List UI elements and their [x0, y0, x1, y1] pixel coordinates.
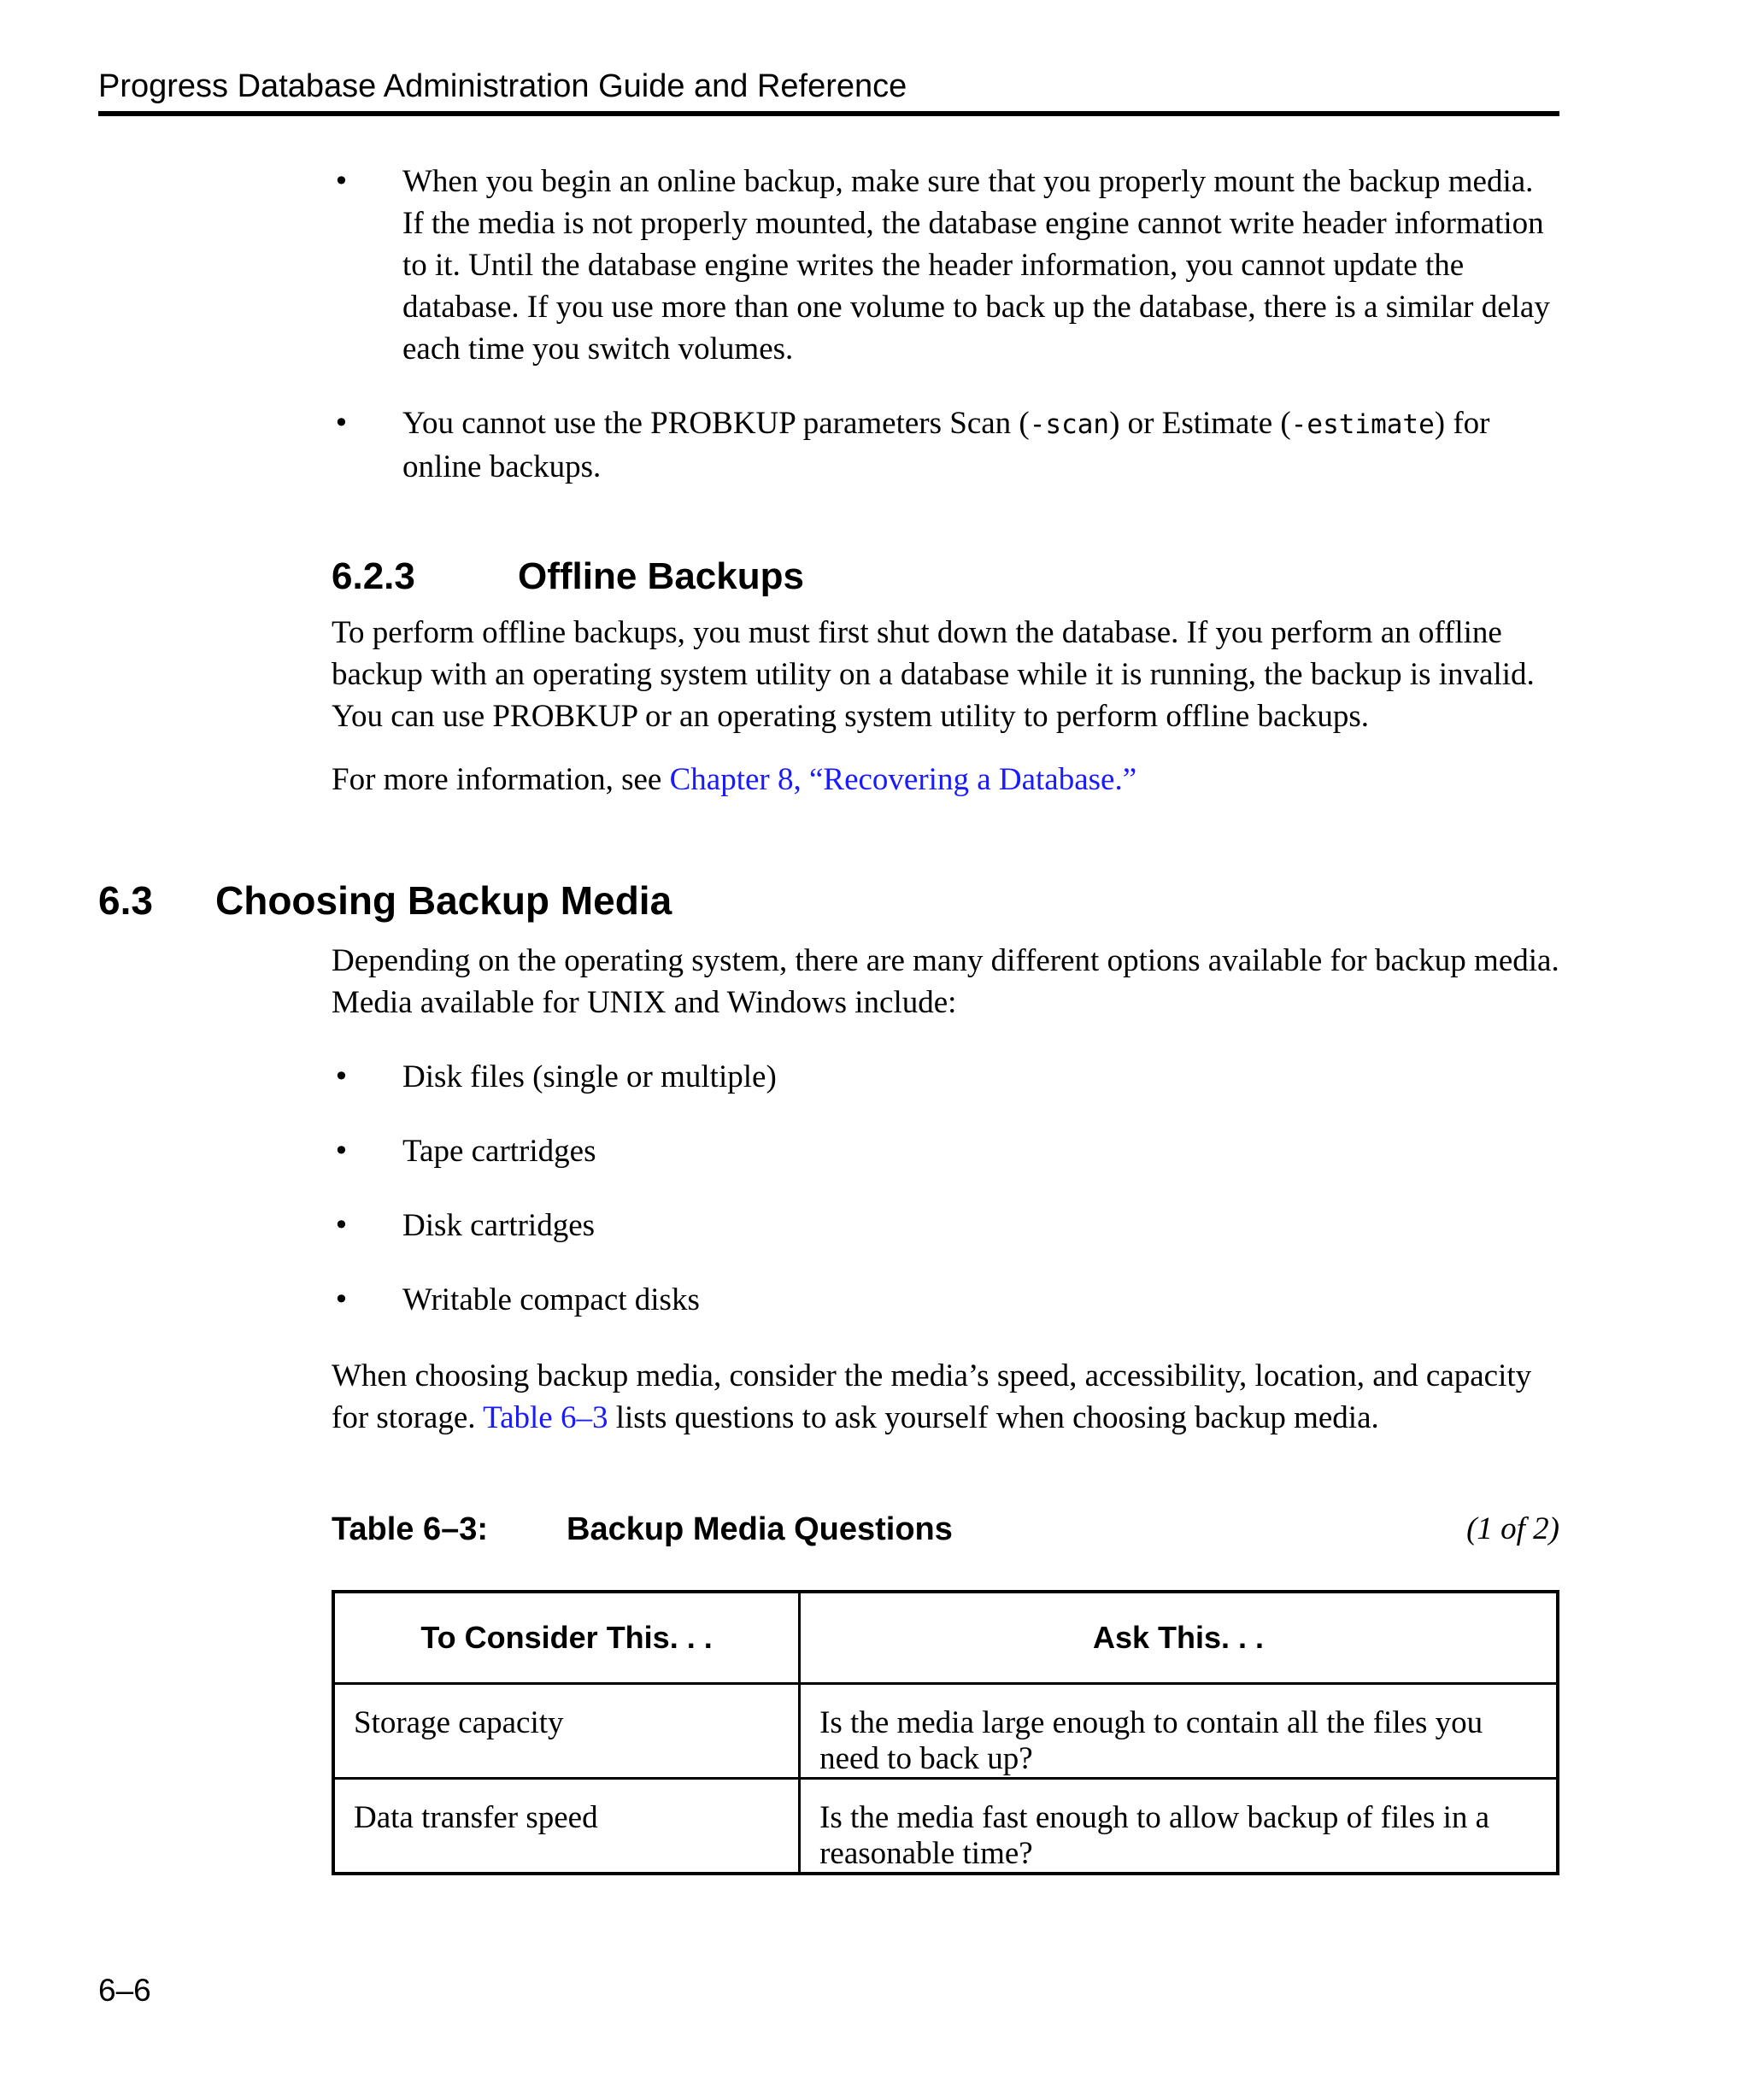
bullet-text-before: You cannot use the PROBKUP parameters Scan ( [402, 406, 1030, 441]
table-row [333, 1779, 1558, 1874]
consider-suffix: lists questions to ask yourself when choosing backup media. [608, 1400, 1379, 1435]
bullet-icon: • [333, 1283, 349, 1316]
code-estimate: -estimate [1290, 409, 1435, 440]
more-info-paragraph [332, 759, 1562, 801]
page-header [98, 67, 1559, 116]
chapter-8-link[interactable]: Chapter 8, “Recovering a Database.” [669, 762, 1137, 797]
media-item-text: Disk cartridges [402, 1208, 596, 1243]
consider-paragraph [332, 1355, 1562, 1439]
section-title: Choosing Backup Media [215, 878, 672, 923]
bullet-text: When you begin an online backup, make sure that you properly mount the backup media. If the media is not properly mounted, the database engine cannot write header information to it. Until the database engine writes the header information, you cannot update the database. If you use more than one volume to back up the database, there is a similar delay each time you switch volumes. [402, 164, 1550, 367]
code-scan: -scan [1029, 409, 1110, 440]
bullet-icon: • [333, 1060, 349, 1093]
bullet-icon: • [333, 165, 349, 197]
list-item [332, 1130, 1559, 1172]
table-6-3-link[interactable]: Table 6–3 [483, 1400, 608, 1435]
online-backup-notes [332, 161, 1559, 488]
bullet-text-after: ) for online backups. [402, 406, 1490, 484]
table-cell-ask: Is the media large enough to contain all the files you need to back up? [800, 1684, 1558, 1779]
section-title: Offline Backups [518, 555, 804, 597]
bullet-text-middle: ) or Estimate ( [1109, 406, 1291, 441]
section-number: 6.2.3 [332, 555, 415, 597]
more-info-prefix: For more information, see [332, 762, 670, 797]
media-item-text: Writable compact disks [402, 1282, 700, 1317]
table-title: Backup Media Questions [567, 1511, 953, 1547]
list-item [332, 402, 1559, 488]
table-page-indicator: (1 of 2) [1466, 1511, 1559, 1546]
list-item [332, 161, 1559, 370]
media-item-text: Tape cartridges [402, 1134, 596, 1169]
media-intro-paragraph: Depending on the operating system, there are many different options available for backup media. Media available for UNIX and Windows include: [332, 943, 1559, 1020]
section-number: 6.3 [98, 878, 153, 923]
consider-prefix: When choosing backup media, consider the media’s speed, accessibility, location, and capacity for storage. [332, 1358, 1532, 1435]
list-item [332, 1056, 1559, 1098]
list-item [332, 1205, 1559, 1247]
media-options-list [332, 1056, 1559, 1321]
bullet-icon: • [333, 1135, 349, 1167]
bullet-icon: • [333, 407, 349, 439]
table-caption [332, 1509, 1559, 1550]
media-item-text: Disk files (single or multiple) [402, 1059, 777, 1094]
offline-backups-paragraph: To perform offline backups, you must first shut down the database. If you perform an offline backup with an operating system utility on a database while it is running, the backup is invalid. You can use PROBKUP or an operating system utility to perform offline backups. [332, 615, 1535, 734]
column-header-ask: Ask This. . . [800, 1592, 1558, 1684]
table-row [333, 1684, 1558, 1779]
table-cell-consider: Storage capacity [333, 1684, 800, 1779]
page-number: 6–6 [98, 1973, 151, 2008]
running-header-title: Progress Database Administration Guide and Reference [98, 68, 907, 104]
list-item [332, 1279, 1559, 1321]
table-cell-consider: Data transfer speed [333, 1779, 800, 1874]
table-label: Table 6–3: [332, 1511, 489, 1547]
table-cell-ask: Is the media fast enough to allow backup of files in a reasonable time? [800, 1779, 1558, 1874]
table-header-row [333, 1592, 1558, 1684]
backup-media-questions-table [332, 1590, 1559, 1875]
column-header-consider: To Consider This. . . [333, 1592, 800, 1684]
bullet-icon: • [333, 1209, 349, 1241]
